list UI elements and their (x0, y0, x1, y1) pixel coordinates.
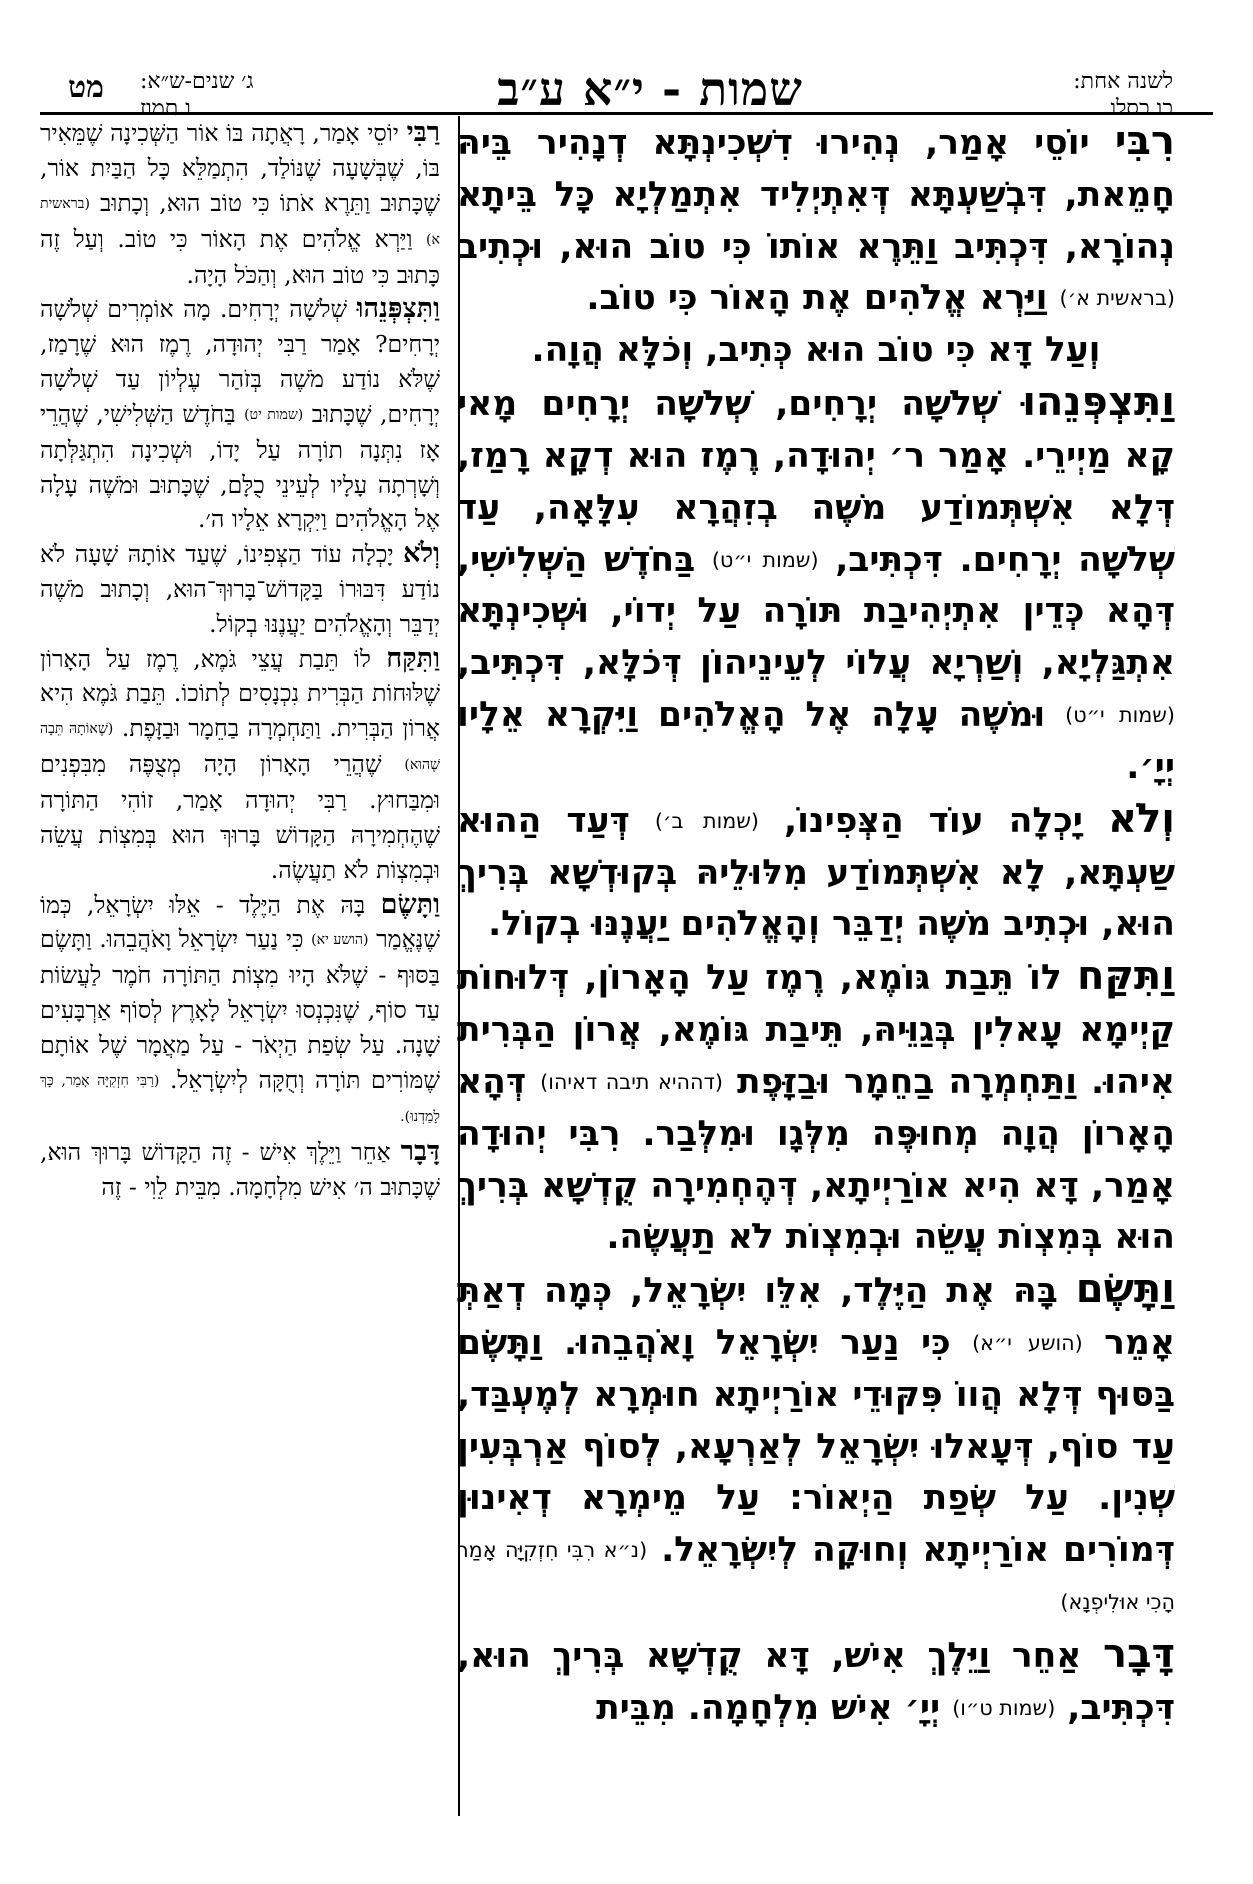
paragraph-text: יוֹסֵי אָמַר, רָאֲתָה בּוֹ אוֹר הַשְּׁכִינָה שֶׁמֵּאִיר בּוֹ, שֶׁבְּשָׁעָה שֶׁנּוֹלַד, הִתְמַלֵּא כָּל הַבַּיִת אוֹר, שֶׁכָּתוּב וַתֵּרֶא אֹתוֹ כִּי טוֹב הוּא, וְכָתוּב (40, 119, 440, 217)
paragraph-text: וְעַל דָּא כִּי טוֹב הוּא כְּתִיב, וְכֹלָּא הֲוָה. (531, 330, 1101, 371)
verse-reference: (רַבִּי חִזְקִיָּה אָמַר, כָּךְ לָמַדְנוּ). (40, 1073, 440, 1126)
page-number: מט (68, 70, 104, 105)
paragraph-lead-word: דָּבָר (1103, 1631, 1175, 1678)
translation-paragraph (40, 642, 440, 888)
paragraph-lead-word: וְלֹא (1107, 795, 1175, 842)
translation-paragraph (40, 292, 440, 537)
verse-reference: (שמות י״ט) (1065, 703, 1175, 728)
paragraph-text: יוֹסֵי אָמַר, נְהִירוּ דִשְׁכִינְתָּא דְנָהִיר בֵּיהּ חָמֵאת, דִּבְשַׁעְתָּא דְּאִתְיְלִיד אִתְמַלְיָא כָּל בֵּיתָא נְהוֹרָא, דִּכְתִּיב וַתֵּרֶא אוֹתוֹ כִּי טוֹב הוּא, וּכְתִיב (457, 123, 1175, 267)
paragraph-lead-word: וַתָּשֶׂם (1075, 1266, 1175, 1313)
paragraph-text-continued: וּמֹשֶׁה עָלָה אֶל הָאֱלֹהִים וַיִּקְרָא אֵלָיו יְיָ׳. (457, 695, 1175, 787)
paragraph-lead-word: וַתָּשֶׂם (380, 888, 440, 920)
paragraph-text-continued: דְּעַד הַהוּא שַׁעְתָּא, לָא אִשְׁתְּמוֹדַע מִלּוּלֵיהּ בְּקוּדְשָׁא בְּרִיךְ הוּא, וּכְתִיב מֹשֶׁה יְדַבֵּר וְהָאֱלֹהִים יַעֲנֶנּוּ בְקוֹל. (457, 800, 1175, 945)
schedule-three-years-date: ו תמוז (140, 96, 191, 121)
paragraph-text: בָּהּ אֶת הַיֶּלֶד - אֵלּוּ יִשְׂרָאֵל, כְּמוֹ שֶׁנֶּאֱמַר (40, 890, 440, 954)
main-paragraph (457, 951, 1175, 1264)
paragraph-text: בָּהּ אֶת הַיֶּלֶד, אִלֵּו יִשְׂרָאֵל, כְּמָה דְאַתְּ אָמֵר (457, 1271, 1175, 1364)
column-divider (458, 116, 460, 1816)
verse-reference: (הושע י״א) (972, 1330, 1083, 1355)
paragraph-text: שְׁלֹשָׁה יְרָחִים. מָה אוֹמְרִים שְׁלֹשָׁה יְרָחִים? אָמַר רַבִּי יְהוּדָה, רֶמֶז הוּא שֶׁרָמַז, שֶׁלֹּא נוֹדַע מֹשֶׁה בְּזֹהַר עֶלְיוֹן עַד שְׁלֹשָׁה יְרָחִים, שֶׁכָּתוּב (40, 295, 440, 428)
verse-reference: (שמות ט״ו) (952, 1695, 1056, 1720)
verse-reference: (בראשית א) (40, 195, 440, 248)
schedule-three-years-label: ג׳ שנים-ש״א: (140, 69, 254, 94)
translation-paragraph (40, 116, 440, 292)
header-divider (40, 112, 1213, 115)
schedule-one-year-date: כו כסלו (1110, 96, 1173, 121)
paragraph-text: לוֹ תֵּבַת גּוֹמֶא, רֶמֶז עַל הָאָרוֹן, דְּלוּחוֹת קַיְימָא עָאלִין בְּגַוֵּיהּ, תֵּיבַת גּוֹמֶא, אֲרוֹן הַבְּרִית אִיהוּ. וַתַּחְמְרָה בַחֵמָר וּבַזָּפֶת (457, 958, 1175, 1102)
main-paragraph (457, 116, 1175, 325)
paragraph-lead-word: רִבִּי (1114, 118, 1175, 164)
paragraph-text-continued: בַּחֹדֶשׁ הַשְּׁלִישִׁי, שֶׁהֲרֵי אָז נִתְּנָה תוֹרָה עַל יָדוֹ, וּשְׁכִינָה הִתְגַּלְּתָה וְשָׁרְתָה עָלָיו לְעֵינֵי כֻלָּם, שֶׁכָּתוּב וּמֹשֶׁה עָלָה אֶל הָאֱלֹהִים וַיִּקְרָא אֵלָיו ה׳. (40, 399, 440, 534)
paragraph-text: יָכְלָה עוֹד הַצְּפִינוֹ, (783, 800, 1083, 841)
paragraph-lead-word: וַתִּצְפְּנֵהוּ (356, 293, 440, 325)
verse-reference: (בראשית א׳) (1059, 286, 1175, 311)
verse-reference: (שמות י״ט) (711, 547, 819, 572)
main-text-column (457, 116, 1175, 1836)
page-title: שמות - י״א ע״ב (497, 62, 803, 116)
paragraph-text-continued: כִּי נַעַר יִשְׂרָאֵל וָאֹהֲבֵהוּ. וַתָּשֶׂם בַּסּוּף דְּלָא הֲווֹ פִּקּוּדֵי אוֹרַיְיתָא חוּמְרָא לְמֶעְבַּד, עַד סוֹף, דְּעָאלוּ יִשְׂרָאֵל לְאַרְעָא, לְסוֹף אַרְבְּעִין שְׁנִין. עַל שְׂפַת הַיְאוֹר: עַל מֵימְרָא דְאִינוּן דְּמוֹרִים אוֹרַיְיתָא וְחוּקָה לְיִשְׂרָאֵל. (457, 1323, 1175, 1571)
paragraph-text-continued: וַיַּרְא אֱלֹהִים אֶת הָאוֹר כִּי טוֹב. וְעַל זֶה כָּתוּב כִּי טוֹב הוּא, וְהַכֹּל הָיָה. (40, 224, 440, 289)
paragraph-lead-word: רַבִּי (406, 117, 440, 148)
paragraph-text: אַחֵר וַיֵּלֶךְ אִישׁ, דָּא קֻדְשָׁא בְּרִיךְ הוּא, דִּכְתִּיב, (457, 1636, 1175, 1729)
paragraph-lead-word: וְלֹא (403, 538, 440, 570)
paragraph-text: אַחֵר וַיֵּלֶךְ אִישׁ - זֶה הַקָּדוֹשׁ בָּרוּךְ הוּא, שֶׁכָּתוּב ה׳ אִישׁ מִלְחָמָה. מִבֵּית לֵוִי - זֶה (40, 1137, 440, 1201)
verse-reference: (שֶׁאוֹתָהּ תֵּבָה שֶׁהוּא) (40, 721, 440, 774)
verse-reference: (הושע יא) (311, 932, 369, 949)
main-paragraph (457, 794, 1175, 951)
paragraph-lead-word: וַתִּקַּח (386, 642, 440, 674)
schedule-one-year-label: לשנה אחת: (1073, 69, 1173, 94)
paragraph-text-continued: כִּי נַעַר יִשְׂרָאֵל וָאֹהֲבֵהוּ. וַתָּשֶׂם בַּסּוּף - שֶׁלֹּא הָיוּ מִצְוֹת הַתּוֹרָה חֹמֶר לַעֲשׂוֹת עַד סוֹף, שֶׁנִּכְנְסוּ יִשְׂרָאֵל לָאָרֶץ לְסוֹף אַרְבָּעִים שָׁנָה. עַל שְׂפַת הַיְאֹר - עַל מַאֲמָר שֶׁל אוֹתָם שֶׁמּוֹרִים תּוֹרָה וְחֻקָּה לְיִשְׂרָאֵל. (40, 925, 440, 1094)
paragraph-text-continued: וַיַּרְא אֱלֹהִים אֶת הָאוֹר כִּי טוֹב. (586, 278, 1048, 319)
verse-reference: (שמות יט) (244, 407, 304, 424)
paragraph-text: שְׁלֹשָׁה יְרָחִים, שְׁלֹשָׁה יְרָחִים מָאי קָא מַיְירֵי. אָמַר ר׳ יְהוּדָה, רֶמֶז הוּא דְקָא רָמַז, דְּלָא אִשְׁתְּמוֹדַע מֹשֶׁה בְזִהֲרָא עִלָּאָה, עַד שְׁלֹשָׁה יְרָחִים. דִּכְתִּיב, (457, 384, 1175, 580)
translation-column (40, 116, 440, 1836)
paragraph-text-continued: בַּחֹדֶשׁ הַשְּׁלִישִׁי, דְּהָא כְּדֵין אִתְיְהִיבַת תּוֹרָה עַל יְדוֹי, וּשְׁכִינְתָּא אִתְגַּלְיָא, וְשַׁרְיָא עֲלוֹי לְעֵינֵיהוֹן דְּכֹלָּא, דִּכְתִּיב, (457, 539, 1175, 684)
verse-reference: (שמות ב׳) (654, 808, 759, 833)
translation-paragraph (40, 1135, 440, 1205)
main-paragraph (457, 1264, 1175, 1629)
paragraph-lead-word: וַתִּצְפְּנֵהוּ (1022, 379, 1175, 426)
paragraph-text: יָכְלָה עוֹד הַצְּפִינוֹ, שֶׁעַד אוֹתָהּ שָׁעָה לֹא נוֹדַע דִּבּוּרוֹ בַּקָּדוֹשׁ־בָּרוּךְ־הוּא, וְכָתוּב מֹשֶׁה יְדַבֵּר וְהָאֱלֹהִים יַעֲנֶנּוּ בְקוֹל. (40, 540, 440, 638)
main-paragraph (457, 325, 1175, 377)
main-paragraph (457, 377, 1175, 794)
paragraph-text-continued: דְּהָא הָאָרוֹן הֲוָה מְחוּפֶּה מִלְּגָו וּמִלְּבַר. רִבִּי יְהוּדָה אָמַר, דָּא הִיא אוֹרַיְיתָא, דְּהֶחְמִירָה קֻדְשָׁא בְּרִיךְ הוּא בְּמִצְוֹת עֲשֵׂה וּבְמִצְוֹת לֹא תַעֲשֶׂה. (457, 1061, 1175, 1258)
paragraph-text-continued: שֶׁהֲרֵי הָאָרוֹן הָיָה מְצֻפֶּה מִבִּפְנִים וּמִבַּחוּץ. רַבִּי יְהוּדָה אָמַר, זוֹהִי הַתּוֹרָה שֶׁהֶחְמִירָהּ הַקָּדוֹשׁ בָּרוּךְ הוּא בְּמִצְוֹת עֲשֵׂה וּבְמִצְוֹת לֹא תַעֲשֶׂה. (40, 750, 440, 884)
translation-paragraph (40, 888, 440, 1135)
main-paragraph (457, 1629, 1175, 1735)
verse-reference: (דההיא תיבה דאיהו) (540, 1069, 723, 1094)
paragraph-lead-word: וַתִּקַּח (1077, 953, 1175, 1000)
paragraph-text: לוֹ תֵּבַת עֲצֵי גֹּמֶא, רֶמֶז עַל הָאָרוֹן שֶׁלּוּחוֹת הַבְּרִית נִכְנָסִים לְתוֹכוֹ. תֵּבַת גֹּמֶא הִיא אֲרוֹן הַבְּרִית. וַתַּחְמְרָה בַחֵמָר וּבַזָּפֶת. (40, 644, 440, 743)
paragraph-lead-word: דָּבָר (400, 1135, 440, 1167)
verse-reference: (נ״א רִבִּי חִזְקִיָּה אָמַר הָכִי אוּלִיפְנָא) (457, 1538, 1175, 1615)
paragraph-text-continued: יְיָ׳ אִישׁ מִלְחָמָה. מִבֵּית (596, 1688, 941, 1729)
translation-paragraph (40, 537, 440, 641)
